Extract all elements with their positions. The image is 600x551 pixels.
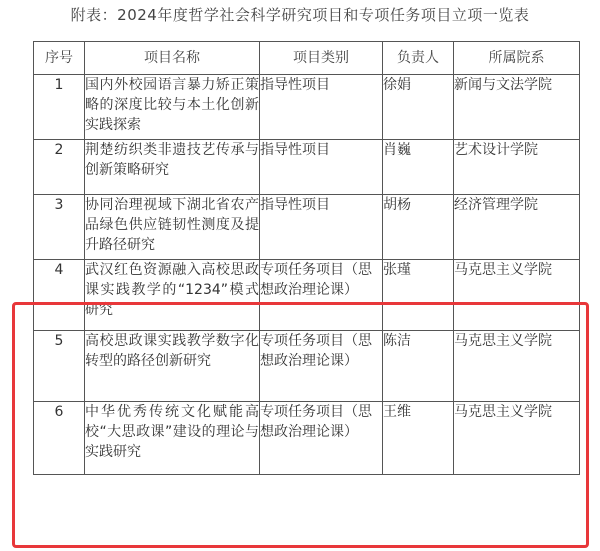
row-number: 4: [34, 260, 85, 331]
table-caption: 附表：2024年度哲学社会科学研究项目和专项任务项目立项一览表: [70, 6, 530, 24]
project-leader: 徐娟: [383, 75, 454, 140]
table-row: [34, 195, 580, 260]
project-name: 协同治理视域下湖北省农产品绿色供应链韧性测度及提升路径研究: [85, 195, 260, 260]
project-leader: 胡杨: [383, 195, 454, 260]
table-row: [34, 402, 580, 475]
row-number: 1: [34, 75, 85, 140]
project-category: 专项任务项目（思想政治理论课）: [260, 260, 383, 331]
row-number: 3: [34, 195, 85, 260]
project-leader: 肖巍: [383, 140, 454, 195]
project-leader: 陈洁: [383, 331, 454, 402]
project-category: 指导性项目: [260, 75, 383, 140]
project-department: 马克思主义学院: [454, 260, 580, 331]
project-department: 马克思主义学院: [454, 331, 580, 402]
project-category: 指导性项目: [260, 140, 383, 195]
header-department: 所属院系: [454, 42, 580, 75]
project-name: 中华优秀传统文化赋能高校“大思政课”建设的理论与实践研究: [85, 402, 260, 475]
table-row: [34, 260, 580, 331]
project-name: 武汉红色资源融入高校思政课实践教学的“1234”模式研究: [85, 260, 260, 331]
project-department: 艺术设计学院: [454, 140, 580, 195]
project-category: 专项任务项目（思想政治理论课）: [260, 331, 383, 402]
table-row: [34, 331, 580, 402]
project-department: 马克思主义学院: [454, 402, 580, 475]
row-number: 2: [34, 140, 85, 195]
header-leader: 负责人: [383, 42, 454, 75]
project-leader: 张瑾: [383, 260, 454, 331]
project-department: 经济管理学院: [454, 195, 580, 260]
project-department: 新闻与文法学院: [454, 75, 580, 140]
table-row: [34, 140, 580, 195]
row-number: 6: [34, 402, 85, 475]
project-name: 国内外校园语言暴力矫正策略的深度比较与本土化创新实践探索: [85, 75, 260, 140]
project-leader: 王维: [383, 402, 454, 475]
project-category: 专项任务项目（思想政治理论课）: [260, 402, 383, 475]
project-category: 指导性项目: [260, 195, 383, 260]
project-table: [33, 41, 580, 475]
header-row: [34, 42, 580, 75]
header-name: 项目名称: [85, 42, 260, 75]
header-category: 项目类别: [260, 42, 383, 75]
project-name: 荆楚纺织类非遗技艺传承与创新策略研究: [85, 140, 260, 195]
header-no: 序号: [34, 42, 85, 75]
row-number: 5: [34, 331, 85, 402]
table-row: [34, 75, 580, 140]
project-name: 高校思政课实践教学数字化转型的路径创新研究: [85, 331, 260, 402]
